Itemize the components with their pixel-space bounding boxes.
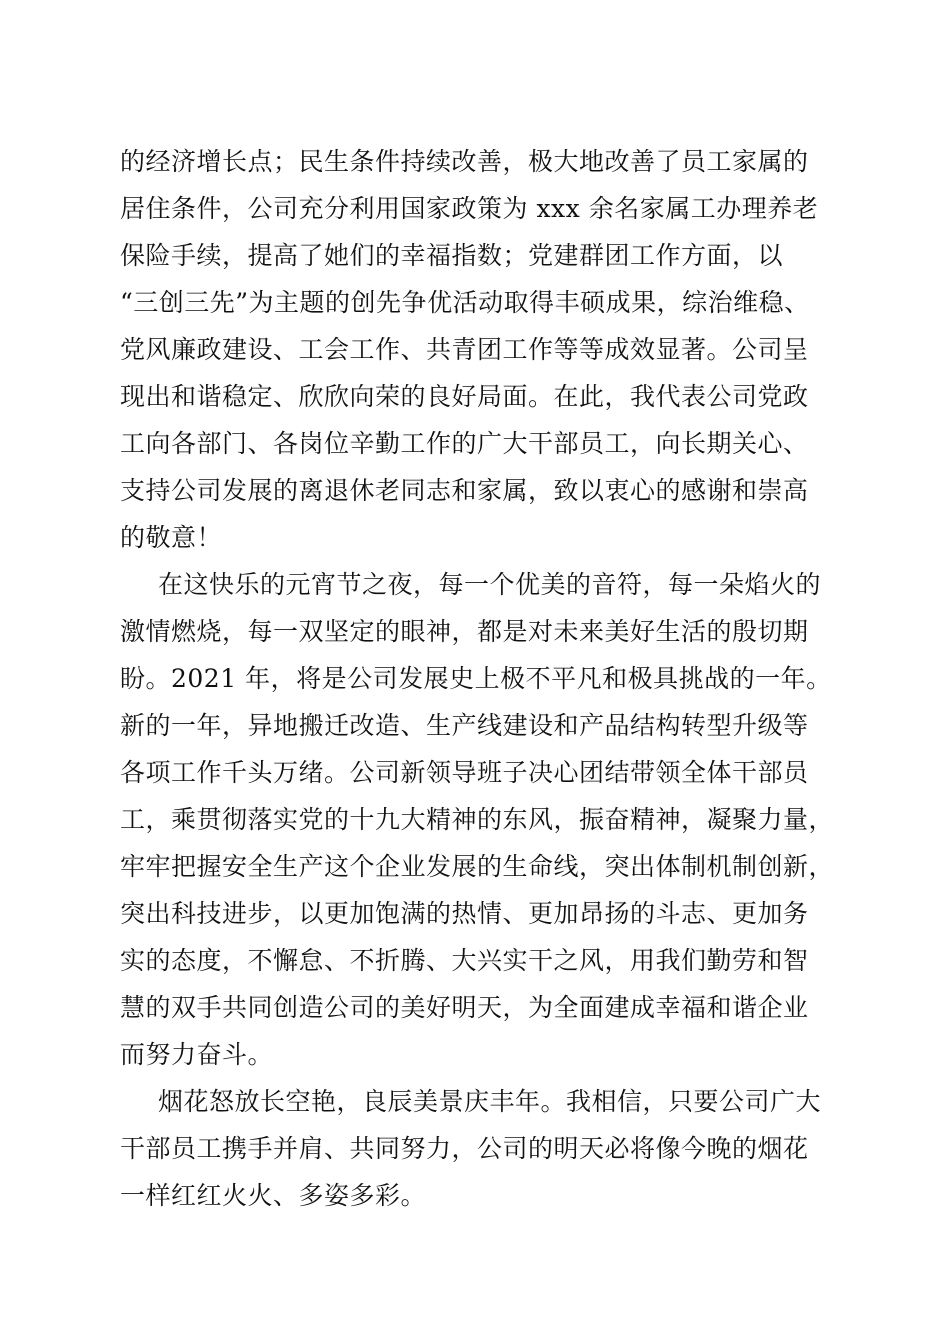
text-line: 的敬意！ (120, 523, 223, 552)
text-line: 工，乘贯彻落实党的十九大精神的东风，振奋精神，凝聚力量， (120, 805, 835, 834)
text-line: 新的一年，异地搬迁改造、生产线建设和产品结构转型升级等 (120, 711, 809, 740)
text-line: 工向各部门、各岗位辛勤工作的广大干部员工，向长期关心、 (120, 429, 809, 458)
text-line: 激情燃烧，每一双坚定的眼神，都是对未来美好生活的殷切期 (120, 617, 809, 646)
text-line: 慧的双手共同创造公司的美好明天，为全面建成幸福和谐企业 (120, 993, 809, 1022)
paragraph-first-line: 在这快乐的元宵节之夜，每一个优美的音符，每一朵焰火的 (158, 570, 822, 599)
text-line: 实的态度，不懈怠、不折腾、大兴实干之风，用我们勤劳和智 (120, 946, 809, 975)
text-line: 支持公司发展的离退休老同志和家属，致以衷心的感谢和崇高 (120, 476, 809, 505)
text-line: 各项工作千头万绪。公司新领导班子决心团结带领全体干部员 (120, 758, 809, 787)
text-line: 盼。2021 年，将是公司发展史上极不平凡和极具挑战的一年。 (120, 664, 832, 693)
text-line: 一样红红火火、多姿多彩。 (120, 1181, 427, 1210)
text-line: 牢牢把握安全生产这个企业发展的生命线，突出体制机制创新， (120, 852, 835, 881)
text-line: 的经济增长点；民生条件持续改善，极大地改善了员工家属的 (120, 147, 809, 176)
text-line: 而努力奋斗。 (120, 1040, 274, 1069)
text-line: 居住条件，公司充分利用国家政策为 xxx 余名家属工办理养老 (120, 194, 819, 223)
paragraph-first-line: 烟花怒放长空艳，良辰美景庆丰年。我相信，只要公司广大 (158, 1087, 822, 1116)
text-line: 保险手续，提高了她们的幸福指数；党建群团工作方面，以 (120, 241, 784, 270)
text-line: 干部员工携手并肩、共同努力，公司的明天必将像今晚的烟花 (120, 1134, 809, 1163)
text-line: 突出科技进步，以更加饱满的热情、更加昂扬的斗志、更加务 (120, 899, 809, 928)
text-line: 现出和谐稳定、欣欣向荣的良好局面。在此，我代表公司党政 (120, 382, 809, 411)
text-line: “三创三先”为主题的创先争优活动取得丰硕成果，综治维稳、 (120, 288, 810, 317)
text-line: 党风廉政建设、工会工作、共青团工作等等成效显著。公司呈 (120, 335, 809, 364)
